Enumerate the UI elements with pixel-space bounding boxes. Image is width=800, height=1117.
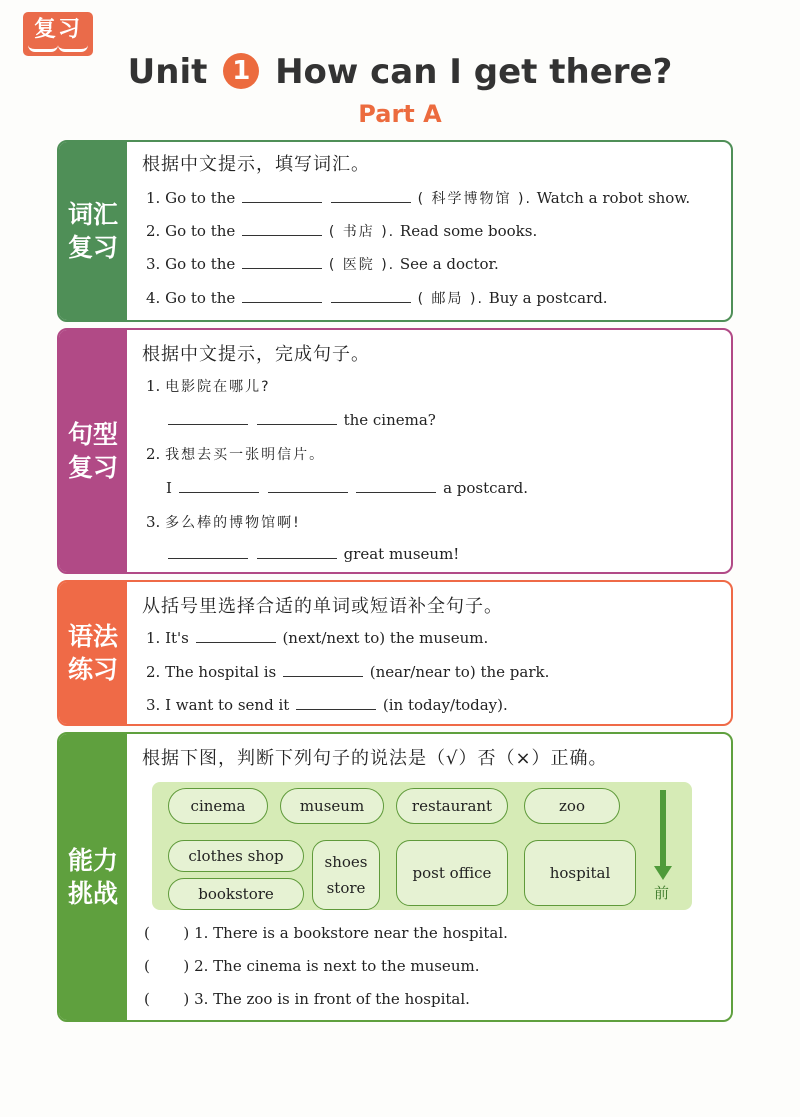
- answer-blank[interactable]: [268, 478, 348, 493]
- sentence-item-2-answer: [166, 478, 528, 497]
- unit-number-badge: 1: [223, 53, 259, 89]
- grammar-item-3: [146, 695, 508, 714]
- chinese-hint: ( 书店 ).: [328, 224, 396, 240]
- review-badge-text: 复习: [33, 17, 82, 42]
- map-hospital: hospital: [524, 840, 636, 906]
- item-text: (in today/today).: [382, 696, 508, 714]
- item-number: 2.: [146, 445, 161, 463]
- grammar-item-1: [146, 628, 488, 647]
- item-number: 1.: [146, 629, 161, 647]
- item-number: 1.: [194, 924, 209, 942]
- item-number: 3.: [146, 255, 161, 273]
- item-number: 3.: [146, 696, 161, 714]
- part-label: Part A: [358, 100, 442, 128]
- answer-blank[interactable]: [257, 544, 337, 559]
- map-museum: museum: [280, 788, 384, 824]
- item-text: great museum!: [343, 545, 460, 563]
- item-text: (near/near to) the park.: [369, 663, 550, 681]
- sentence-instruction: 根据中文提示，完成句子。: [142, 344, 370, 365]
- unit-title: [0, 52, 800, 92]
- judge-item-2: [144, 957, 479, 975]
- answer-blank[interactable]: [257, 410, 337, 425]
- item-number: 3.: [194, 990, 209, 1008]
- vocab-item-4: [146, 288, 608, 308]
- judge-item-1: [144, 924, 508, 942]
- item-text: I want to send it: [165, 696, 290, 714]
- item-text: Watch a robot show.: [536, 189, 691, 207]
- answer-blank[interactable]: [179, 478, 259, 493]
- street-map: [152, 782, 692, 910]
- vocab-item-3: [146, 254, 499, 274]
- map-cinema: cinema: [168, 788, 268, 824]
- arrow-head-icon: [654, 866, 672, 880]
- grammar-label-1: 语法: [67, 622, 118, 651]
- answer-blank[interactable]: [356, 478, 436, 493]
- grammar-instruction: 从括号里选择合适的单词或短语补全句子。: [142, 596, 503, 617]
- item-text: See a doctor.: [399, 255, 499, 273]
- grammar-section: [57, 580, 733, 726]
- item-text: the cinema?: [343, 411, 436, 429]
- chinese-hint: ( 邮局 ).: [417, 291, 484, 307]
- answer-blank[interactable]: [331, 188, 411, 203]
- sentence-item-3-prompt: [146, 512, 301, 532]
- item-number: 2.: [194, 957, 209, 975]
- title-suffix: How can I get there?: [275, 52, 673, 92]
- vocab-section: [57, 140, 733, 322]
- map-clothes-shop: clothes shop: [168, 840, 304, 872]
- item-number: 4.: [146, 289, 161, 307]
- map-bookstore: bookstore: [168, 878, 304, 910]
- item-number: 2.: [146, 222, 161, 240]
- vocab-label-1: 词汇: [67, 200, 118, 229]
- grammar-item-2: [146, 662, 549, 681]
- vocab-instruction: 根据中文提示，填写词汇。: [142, 154, 370, 175]
- vocab-label-2: 复习: [67, 233, 118, 262]
- map-restaurant: restaurant: [396, 788, 508, 824]
- item-text: Buy a postcard.: [488, 289, 608, 307]
- answer-blank[interactable]: [168, 544, 248, 559]
- answer-blank[interactable]: [242, 288, 322, 303]
- item-text: (next/next to) the museum.: [282, 629, 489, 647]
- answer-blank[interactable]: [331, 288, 411, 303]
- chinese-prompt: 多么棒的博物馆啊!: [165, 515, 301, 531]
- item-text: The cinema is next to the museum.: [213, 957, 480, 975]
- map-post-office: post office: [396, 840, 508, 906]
- item-text: There is a bookstore near the hospital.: [213, 924, 508, 942]
- item-text: The zoo is in front of the hospital.: [213, 990, 470, 1008]
- sentence-label-2: 复习: [67, 453, 118, 482]
- answer-blank[interactable]: [168, 410, 248, 425]
- sentence-label-1: 句型: [67, 420, 118, 449]
- item-number: 2.: [146, 663, 161, 681]
- answer-blank[interactable]: [296, 695, 376, 710]
- item-text: Go to the: [165, 255, 236, 273]
- sentence-item-1-answer: [166, 410, 436, 429]
- ability-label-1: 能力: [67, 846, 118, 875]
- item-number: 1.: [146, 377, 161, 395]
- judge-item-3: [144, 990, 470, 1008]
- paren-open: (: [144, 990, 150, 1008]
- book-icon: [28, 45, 58, 52]
- sentence-item-3-answer: [166, 544, 459, 563]
- ability-section: [57, 732, 733, 1022]
- chinese-hint: ( 科学博物馆 ).: [417, 191, 532, 207]
- answer-blank[interactable]: [283, 662, 363, 677]
- chinese-prompt: 电影院在哪儿?: [165, 379, 271, 395]
- answer-blank[interactable]: [242, 221, 322, 236]
- direction-arrow-icon: [660, 790, 666, 868]
- ability-section-label: [59, 734, 127, 1020]
- paren-open: (: [144, 957, 150, 975]
- grammar-label-2: 练习: [67, 655, 118, 684]
- item-text: a postcard.: [443, 479, 529, 497]
- sentence-section: [57, 328, 733, 574]
- item-number: 3.: [146, 513, 161, 531]
- map-zoo: zoo: [524, 788, 620, 824]
- paren-close: ): [183, 924, 190, 942]
- item-text: Go to the: [165, 289, 236, 307]
- chinese-hint: ( 医院 ).: [328, 257, 396, 273]
- ability-label-2: 挑战: [67, 879, 118, 908]
- item-text: I: [166, 479, 172, 497]
- shoes-store-line-2: store: [326, 879, 366, 897]
- title-prefix: Unit: [127, 52, 208, 92]
- grammar-section-label: [59, 582, 127, 724]
- item-number: 1.: [146, 189, 161, 207]
- item-text: Go to the: [165, 189, 236, 207]
- answer-blank[interactable]: [242, 188, 322, 203]
- sentence-item-2-prompt: [146, 444, 325, 464]
- shoes-store-line-1: shoes: [324, 853, 368, 871]
- paren-open: (: [144, 924, 150, 942]
- item-text: Go to the: [165, 222, 236, 240]
- item-text: It's: [165, 629, 189, 647]
- sentence-section-label: [59, 330, 127, 572]
- answer-blank[interactable]: [196, 628, 276, 643]
- book-icon-right: [58, 45, 88, 52]
- chinese-prompt: 我想去买一张明信片。: [165, 447, 326, 463]
- map-shoes-store: [312, 840, 380, 910]
- front-direction-label: 前: [654, 884, 670, 902]
- answer-blank[interactable]: [242, 254, 322, 269]
- item-text: Read some books.: [399, 222, 538, 240]
- ability-instruction: 根据下图，判断下列句子的说法是（√）否（×）正确。: [142, 748, 608, 769]
- vocab-item-1: [146, 188, 690, 208]
- paren-close: ): [183, 957, 190, 975]
- paren-close: ): [183, 990, 190, 1008]
- vocab-item-2: [146, 221, 537, 241]
- vocab-section-label: [59, 142, 127, 320]
- review-badge: [23, 12, 93, 56]
- sentence-item-1-prompt: [146, 376, 271, 396]
- item-text: The hospital is: [165, 663, 277, 681]
